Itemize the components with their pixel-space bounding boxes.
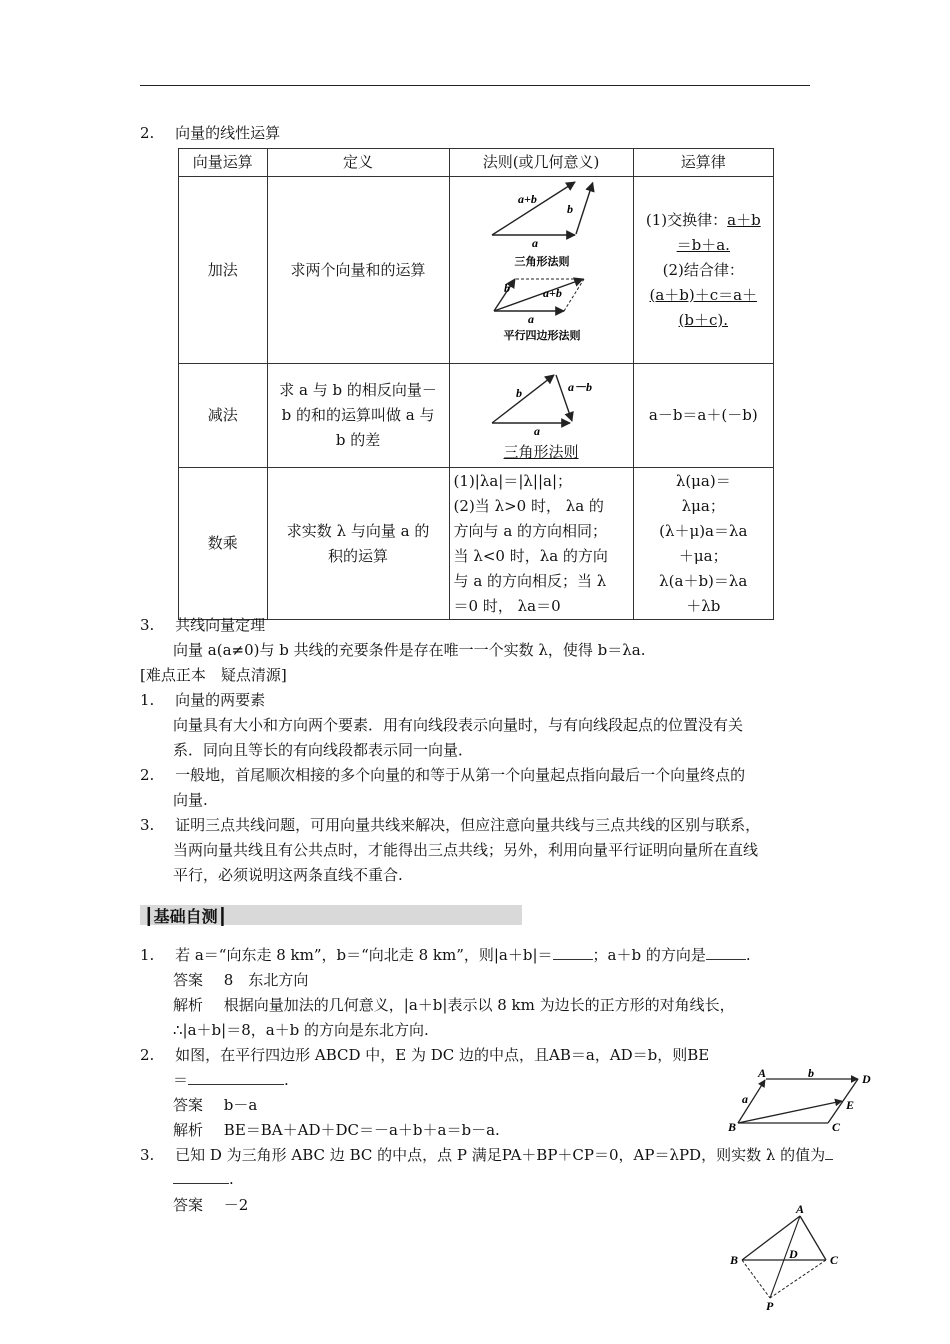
answer-blank[interactable] <box>173 1169 229 1184</box>
fig-label-a: a <box>531 236 538 250</box>
edge-AC <box>800 1216 826 1260</box>
selftest-header-text: 基础自测 <box>153 907 218 926</box>
operation-definition <box>267 364 449 468</box>
operation-rule <box>449 177 633 364</box>
answer-label: 答案 <box>173 1096 204 1114</box>
question-1-answer <box>173 969 308 990</box>
collinear-theorem: 向量 a(a≠0)与 b 共线的充要条件是存在唯一一个实数 λ，使得 b＝λa. <box>173 641 646 659</box>
question-3 <box>140 1144 833 1165</box>
label-A: A <box>758 1066 767 1080</box>
answer-text: b－a <box>223 1096 258 1114</box>
question-stem: 如图，在平行四边形 ABCD 中，E 为 DC 边的中点，且AB＝a，AD＝b，则BE <box>175 1046 710 1064</box>
label-D: D <box>862 1072 871 1086</box>
analysis-text: 根据向量加法的几何意义，|a＋b|表示以 8 km 为边长的正方形的对角线长， <box>223 996 735 1014</box>
section-2-heading <box>140 122 280 143</box>
vector-sum-arrow <box>492 182 575 235</box>
table-row-addition <box>179 177 774 364</box>
vector-b-arrow <box>576 183 593 234</box>
section-number: 3. <box>140 616 155 634</box>
linear-operations-table <box>178 148 774 620</box>
answer-blank[interactable] <box>706 945 746 960</box>
question-number: 1. <box>140 946 155 964</box>
fig-label-b: b <box>515 385 522 400</box>
parallelogram-rule-caption: 平行四边形法则 <box>503 329 581 342</box>
item-text: 证明三点共线问题，可用向量共线来解决，但应注意向量共线与三点共线的区别与联系， <box>175 816 761 834</box>
operation-laws <box>633 468 773 620</box>
law-text: (2)结合律： <box>662 260 744 279</box>
label-C: C <box>830 1253 839 1267</box>
label-D: D <box>789 1247 798 1261</box>
table-row-scalar <box>179 468 774 620</box>
rule-line: ＝0 时， λa＝0 <box>453 596 561 615</box>
difficulty-item-3 <box>140 814 760 835</box>
item-text: 一般地，首尾顺次相接的多个向量的和等于从第一个向量起点指向最后一个向量终点的 <box>175 766 746 784</box>
difficulty-item-2-line-2: 向量. <box>173 791 208 809</box>
answer-text: －2 <box>223 1196 249 1214</box>
analysis-label: 解析 <box>173 996 204 1014</box>
header-cell: 向量运算 <box>179 149 268 177</box>
para-label-ab: a+b <box>542 286 562 300</box>
label-b: b <box>808 1066 814 1080</box>
section-3-heading <box>140 614 265 635</box>
rule-line: (2)当 λ>0 时， λa 的 <box>453 496 604 515</box>
label-B: B <box>728 1120 737 1134</box>
question-1-analysis-2: ∴|a＋b|＝8，a＋b 的方向是东北方向. <box>173 1021 429 1039</box>
header-cell: 法则(或几何意义) <box>449 149 633 177</box>
rule-line: 当 λ<0 时，λa 的方向 <box>453 546 608 565</box>
law-line: ＋μa； <box>678 546 728 565</box>
question-number: 3. <box>140 1146 155 1164</box>
fig-label-amb: a－b <box>567 379 592 394</box>
addition-rule-figure <box>450 177 633 355</box>
operation-laws: a－b＝a＋(－b) <box>633 364 773 468</box>
label-E: E <box>846 1098 855 1112</box>
rule-line: 与 a 的方向相反；当 λ <box>453 571 607 590</box>
answer-label: 答案 <box>173 971 204 989</box>
item-number: 3. <box>140 816 155 834</box>
law-text-underlined: ＝b＋a. <box>676 235 730 254</box>
difficulty-item-3-line-2: 当两向量共线且有公共点时，才能得出三点共线；另外，利用向量平行证明向量所在直线 <box>173 841 759 859</box>
definition-line: 积的运算 <box>328 546 389 565</box>
parallelogram-figure <box>722 1065 882 1137</box>
segment-CP <box>770 1260 826 1298</box>
law-line: λμa； <box>681 496 725 515</box>
para-label-b: b <box>503 281 510 295</box>
difficulty-item-1-line-2: 系．同向且等长的有向线段都表示同一向量． <box>173 741 474 759</box>
item-number: 2. <box>140 766 155 784</box>
section-title: 向量的线性运算 <box>175 124 281 142</box>
question-stem: . <box>229 1170 234 1188</box>
question-2-answer <box>173 1094 257 1115</box>
label-B: B <box>730 1253 739 1267</box>
rule-line: 方向与 a 的方向相同； <box>453 521 608 540</box>
law-line: λ(μa)＝ <box>675 471 731 490</box>
triangle-figure <box>722 1204 852 1312</box>
header-cell: 定义 <box>267 149 449 177</box>
answer-label: 答案 <box>173 1196 204 1214</box>
label-a: a <box>742 1092 748 1106</box>
question-1 <box>140 944 751 965</box>
law-text-underlined: a＋b <box>727 210 761 229</box>
para-dashed-right <box>564 279 584 311</box>
answer-blank[interactable] <box>188 1070 284 1085</box>
question-number: 2. <box>140 1046 155 1064</box>
definition-line: 求 a 与 b 的相反向量－ <box>279 381 437 399</box>
answer-blank[interactable] <box>553 945 593 960</box>
table-row-subtraction <box>179 364 774 468</box>
operation-rule <box>449 364 633 468</box>
table-header-row <box>179 149 774 177</box>
question-stem: . <box>745 946 751 964</box>
question-3-answer <box>173 1194 248 1215</box>
question-2-line-2 <box>173 1069 289 1090</box>
operation-definition <box>267 468 449 620</box>
label-C: C <box>832 1120 841 1134</box>
question-stem: 已知 D 为三角形 ABC 边 BC 的中点，点 P 满足PA＋BP＋CP＝0，AP＝λPD，则实数 λ 的值为 <box>175 1146 826 1164</box>
law-text: (1)交换律： <box>645 210 728 229</box>
definition-line: b 的差 <box>335 431 381 449</box>
definition-line: 求实数 λ 与向量 a 的 <box>286 521 430 540</box>
question-1-analysis <box>173 994 735 1015</box>
difficulty-item-3-line-3: 平行，必须说明这两条直线不重合. <box>173 866 403 884</box>
question-3-line-2 <box>173 1169 234 1188</box>
operation-name: 减法 <box>179 364 268 468</box>
fig-label-ab: a+b <box>517 192 537 206</box>
section-number: 2. <box>140 124 155 142</box>
answer-blank[interactable] <box>825 1145 833 1160</box>
difficulty-item-1-line-1: 向量具有大小和方向两个要素．用有向线段表示向量时，与有向线段起点的位置没有关 <box>173 716 744 734</box>
operation-name: 数乘 <box>179 468 268 620</box>
analysis-label: 解析 <box>173 1121 204 1139</box>
para-label-a: a <box>527 312 534 326</box>
label-P: P <box>766 1299 774 1312</box>
definition-line: b 的和的运算叫做 a 与 <box>281 406 435 424</box>
question-stem: . <box>284 1071 289 1089</box>
fig-label-b: b <box>566 202 573 216</box>
segment-BE <box>738 1101 842 1123</box>
operation-definition: 求两个向量和的运算 <box>267 177 449 364</box>
segment-BP <box>742 1260 770 1298</box>
header-rule <box>140 85 810 86</box>
item-number: 1. <box>140 691 155 709</box>
item-title: 向量的两要素 <box>175 691 266 709</box>
triangle-rule-caption: 三角形法则 <box>514 255 570 268</box>
subtraction-rule-figure <box>450 367 633 439</box>
law-text-underlined: (b＋c). <box>678 310 729 329</box>
answer-text: 8 东北方向 <box>223 971 309 989</box>
operation-rule <box>449 468 633 620</box>
subtraction-rule-caption: 三角形法则 <box>503 442 579 461</box>
question-2 <box>140 1044 709 1065</box>
section-title: 共线向量定理 <box>175 616 266 634</box>
header-cell: 运算律 <box>633 149 773 177</box>
law-line: (λ＋μ)a＝λa <box>659 521 748 540</box>
operation-name: 加法 <box>179 177 268 364</box>
law-line: λ(a＋b)＝λa <box>659 571 748 590</box>
question-stem: ；a＋b 的方向是 <box>592 946 706 964</box>
selftest-header-bar <box>140 905 522 925</box>
difficulty-header: [难点正本 疑点清源] <box>140 666 287 684</box>
label-A: A <box>796 1204 805 1216</box>
fig-label-a: a <box>533 423 540 438</box>
difficulty-item-1 <box>140 689 265 710</box>
difficulty-item-2 <box>140 764 745 785</box>
operation-laws <box>633 177 773 364</box>
selftest-header: ┃基础自测┃ <box>144 907 228 926</box>
analysis-text: BE＝BA＋AD＋DC＝－a＋b＋a＝b－a. <box>223 1121 500 1139</box>
rule-line: (1)|λa|＝|λ||a|； <box>453 471 573 490</box>
law-line: ＋λb <box>686 596 721 615</box>
question-2-analysis <box>173 1119 500 1140</box>
vector-b-arrow <box>492 375 554 423</box>
question-stem: 若 a＝“向东走 8 km”，b＝“向北走 8 km”，则|a＋b|＝ <box>175 946 553 964</box>
law-text-underlined: (a＋b)＋c＝a＋ <box>649 285 758 304</box>
question-stem: ＝ <box>173 1071 189 1089</box>
